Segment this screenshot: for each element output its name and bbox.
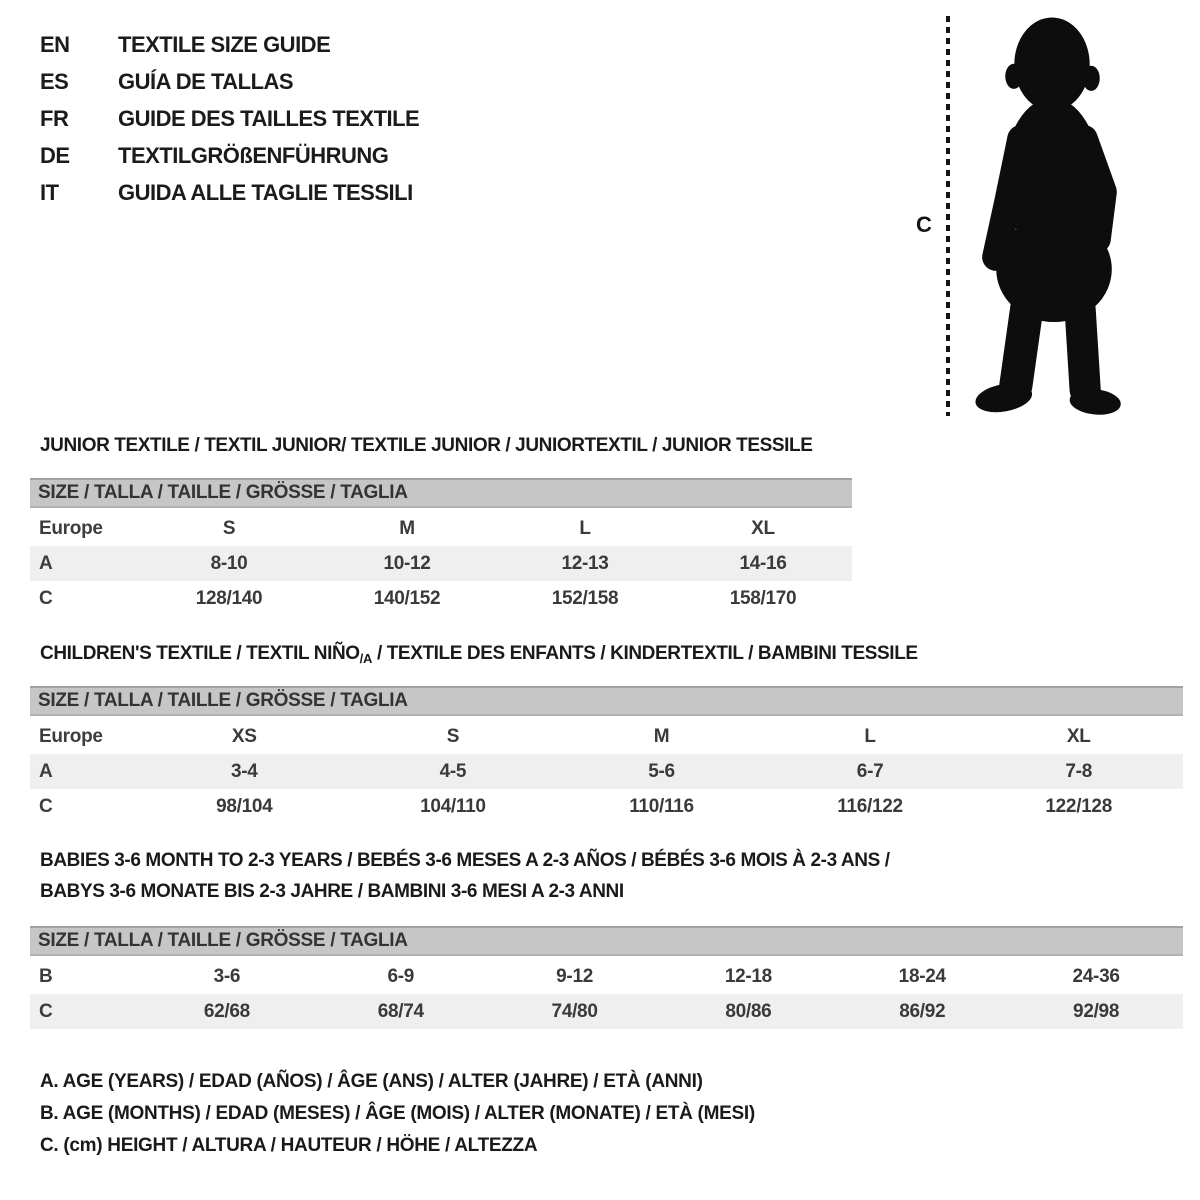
language-row bbox=[40, 174, 419, 211]
size-cell: 5-6 bbox=[648, 760, 675, 782]
size-cell: 3-4 bbox=[231, 760, 258, 782]
legend-line: C. (cm) HEIGHT / ALTURA / HAUTEUR / HÖHE / ALTEZZA bbox=[40, 1135, 538, 1156]
size-cell: 86/92 bbox=[899, 1000, 946, 1022]
language-row bbox=[40, 63, 419, 100]
section-title-junior: JUNIOR TEXTILE / TEXTIL JUNIOR/ TEXTILE JUNIOR / JUNIORTEXTIL / JUNIOR TESSILE bbox=[40, 435, 813, 456]
size-table-row bbox=[30, 789, 1183, 824]
size-cell: 10-12 bbox=[383, 552, 431, 574]
size-cell: XL bbox=[1066, 725, 1091, 747]
language-row bbox=[40, 26, 419, 63]
size-cell: S bbox=[222, 517, 236, 539]
size-table-row bbox=[30, 581, 852, 616]
height-dashed-line bbox=[946, 16, 950, 416]
section-title-babies-line2: BABYS 3-6 MONATE BIS 2-3 JAHRE / BAMBINI 3-6 MESI A 2-3 ANNI bbox=[40, 881, 624, 902]
size-header-bar: SIZE / TALLA / TAILLE / GRÖSSE / TAGLIA bbox=[30, 926, 1183, 956]
section-title-children-post: / TEXTILE DES ENFANTS / KINDERTEXTIL / BAMBINI TESSILE bbox=[372, 643, 918, 664]
size-header-bar: SIZE / TALLA / TAILLE / GRÖSSE / TAGLIA bbox=[30, 478, 852, 508]
size-cell: M bbox=[399, 517, 415, 539]
row-label: C bbox=[39, 587, 53, 609]
height-measure-label: C bbox=[916, 212, 932, 237]
baby-silhouette-shape bbox=[974, 18, 1122, 417]
row-label: Europe bbox=[39, 725, 103, 747]
size-cell: L bbox=[864, 725, 876, 747]
size-table-grid bbox=[30, 719, 1183, 824]
size-cell: 152/158 bbox=[551, 587, 619, 609]
size-table-grid bbox=[30, 511, 852, 616]
size-cell: 116/122 bbox=[837, 795, 903, 817]
size-cell: 92/98 bbox=[1073, 1000, 1120, 1022]
size-cell: 12-18 bbox=[724, 965, 772, 987]
language-label: TEXTILGRÖßENFÜHRUNG bbox=[118, 142, 389, 168]
legend-line: B. AGE (MONTHS) / EDAD (MESES) / ÂGE (MOIS) / ALTER (MONATE) / ETÀ (MESI) bbox=[40, 1103, 755, 1124]
size-table-row bbox=[30, 994, 1183, 1029]
size-cell: 8-10 bbox=[210, 552, 248, 574]
row-label: C bbox=[39, 1000, 53, 1022]
measure-legend bbox=[40, 1066, 755, 1162]
size-cell: 4-5 bbox=[439, 760, 467, 782]
size-cell: 110/116 bbox=[629, 795, 694, 817]
size-table-grid bbox=[30, 959, 1183, 1029]
size-cell: 9-12 bbox=[556, 965, 593, 987]
language-row bbox=[40, 137, 419, 174]
size-cell: 104/110 bbox=[420, 795, 486, 817]
language-code: IT bbox=[40, 179, 59, 205]
language-code: DE bbox=[40, 142, 70, 168]
row-label: Europe bbox=[39, 517, 103, 539]
size-cell: L bbox=[579, 517, 591, 539]
row-label: C bbox=[39, 795, 53, 817]
size-cell: 62/68 bbox=[203, 1000, 250, 1022]
section-title-children bbox=[40, 643, 918, 666]
legend-line: A. AGE (YEARS) / EDAD (AÑOS) / ÂGE (ANS) / ALTER (JAHRE) / ETÀ (ANNI) bbox=[40, 1071, 703, 1092]
size-table-row bbox=[30, 959, 1183, 994]
size-table-row bbox=[30, 754, 1183, 789]
language-list bbox=[40, 26, 419, 211]
row-label: A bbox=[39, 552, 53, 574]
size-cell: 98/104 bbox=[216, 795, 273, 817]
size-cell: 6-9 bbox=[387, 965, 415, 987]
size-cell: 74/80 bbox=[551, 1000, 598, 1022]
row-label: B bbox=[39, 965, 53, 987]
language-label: TEXTILE SIZE GUIDE bbox=[118, 31, 331, 57]
size-cell: S bbox=[446, 725, 460, 747]
section-title-babies bbox=[40, 845, 1140, 907]
size-cell: 7-8 bbox=[1065, 760, 1092, 782]
size-cell: 128/140 bbox=[195, 587, 263, 609]
size-table-children bbox=[30, 686, 1183, 824]
row-label: A bbox=[39, 760, 53, 782]
size-cell: 6-7 bbox=[856, 760, 884, 782]
size-header-bar: SIZE / TALLA / TAILLE / GRÖSSE / TAGLIA bbox=[30, 686, 1183, 716]
baby-silhouette-icon bbox=[963, 16, 1140, 418]
size-table-row bbox=[30, 719, 1183, 754]
size-cell: 158/170 bbox=[729, 587, 797, 609]
size-table-junior bbox=[30, 478, 852, 616]
language-code: ES bbox=[40, 68, 69, 94]
language-label: GUIDE DES TAILLES TEXTILE bbox=[118, 105, 420, 131]
section-title-children-pre: CHILDREN'S TEXTILE / TEXTIL NIÑO bbox=[40, 643, 360, 664]
size-cell: XL bbox=[751, 517, 775, 539]
size-cell: 122/128 bbox=[1045, 795, 1112, 817]
size-cell: 12-13 bbox=[561, 552, 609, 574]
size-cell: 140/152 bbox=[373, 587, 441, 609]
language-label: GUÍA DE TALLAS bbox=[118, 68, 294, 94]
section-title-babies-line1: BABIES 3-6 MONTH TO 2-3 YEARS / BEBÉS 3-6 MESES A 2-3 AÑOS / BÉBÉS 3-6 MOIS À 2-3 ANS / bbox=[40, 850, 890, 871]
size-table-row bbox=[30, 546, 852, 581]
section-title-children-sub: /A bbox=[359, 651, 373, 666]
language-label: GUIDA ALLE TAGLIE TESSILI bbox=[118, 179, 413, 205]
language-code: FR bbox=[40, 105, 69, 131]
size-cell: 3-6 bbox=[213, 965, 241, 987]
size-cell: 24-36 bbox=[1072, 965, 1120, 987]
size-cell: 14-16 bbox=[739, 552, 787, 574]
size-table-babies bbox=[30, 926, 1183, 1029]
size-cell: XS bbox=[231, 725, 257, 747]
size-cell: 68/74 bbox=[377, 1000, 424, 1022]
size-cell: M bbox=[653, 725, 670, 747]
size-table-row bbox=[30, 511, 852, 546]
language-row bbox=[40, 100, 419, 137]
size-cell: 18-24 bbox=[898, 965, 946, 987]
language-code: EN bbox=[40, 31, 70, 57]
size-cell: 80/86 bbox=[725, 1000, 772, 1022]
